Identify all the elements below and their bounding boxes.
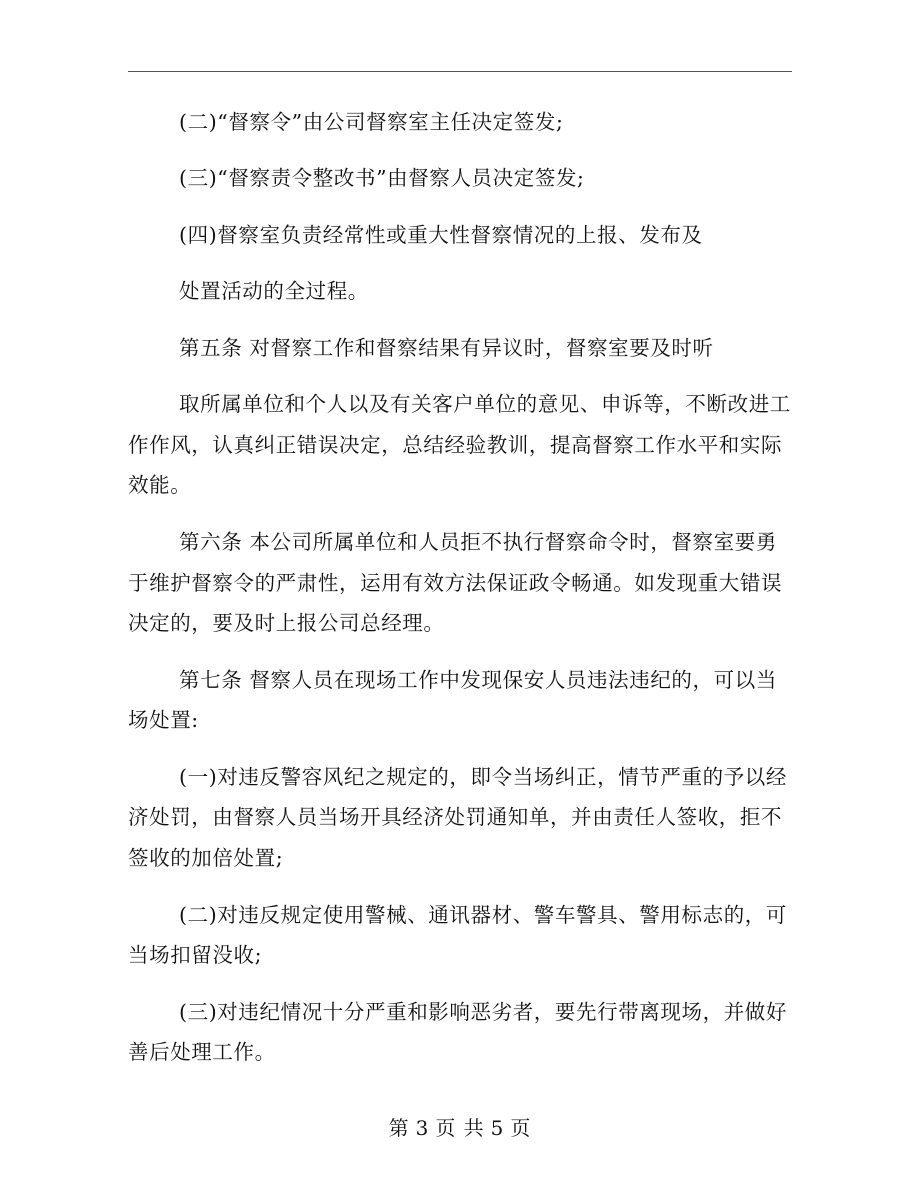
text-line: 作作风，认真纠正错误决定，总结经验教训，提高督察工作水平和实际 xyxy=(128,433,783,457)
text-line: (四)督察室负责经常性或重大性督察情况的上报、发布及 xyxy=(179,223,703,247)
footer-middle: 页 共 xyxy=(435,1116,485,1140)
page-number-footer xyxy=(0,1114,920,1142)
text-line: 第六条 本公司所属单位和人员拒不执行督察命令时，督察室要勇 xyxy=(179,530,777,554)
text-line: 第七条 督察人员在现场工作中发现保安人员违法违纪的，可以当 xyxy=(179,668,777,692)
header-rule xyxy=(128,71,792,72)
text-line: 签收的加倍处置; xyxy=(128,846,284,870)
text-line: (三)“督察责令整改书”由督察人员决定签发; xyxy=(179,166,585,190)
text-line: 济处罚，由督察人员当场开具经济处罚通知单，并由责任人签收，拒不 xyxy=(128,805,783,829)
text-line: 决定的，要及时上报公司总经理。 xyxy=(128,611,445,635)
text-line: 善后处理工作。 xyxy=(128,1040,276,1064)
text-line: 当场扣留没收; xyxy=(128,943,263,967)
current-page-number: 3 xyxy=(415,1116,430,1140)
text-line: (一)对违反警容风纪之规定的，即令当场纠正，情节严重的予以经 xyxy=(179,765,787,789)
text-line: 场处置: xyxy=(128,708,199,732)
text-line: 第五条 对督察工作和督察结果有异议时，督察室要及时听 xyxy=(179,336,714,360)
text-line: (二)对违反规定使用警械、通讯器材、警车警具、警用标志的，可 xyxy=(179,903,787,927)
text-line: (三)对违纪情况十分严重和影响恶劣者，要先行带离现场，并做好 xyxy=(179,1000,787,1024)
text-line: 效能。 xyxy=(128,473,192,497)
footer-suffix: 页 xyxy=(510,1116,532,1140)
footer-prefix: 第 xyxy=(388,1116,410,1140)
total-pages-number: 5 xyxy=(490,1116,505,1140)
text-line: (二)“督察令”由公司督察室主任决定签发; xyxy=(179,110,564,134)
text-line: 于维护督察令的严肃性，运用有效方法保证政令畅通。如发现重大错误 xyxy=(128,571,783,595)
text-line: 取所属单位和个人以及有关客户单位的意见、申诉等，不断改进工 xyxy=(179,392,791,416)
text-line: 处置活动的全过程。 xyxy=(179,279,369,303)
